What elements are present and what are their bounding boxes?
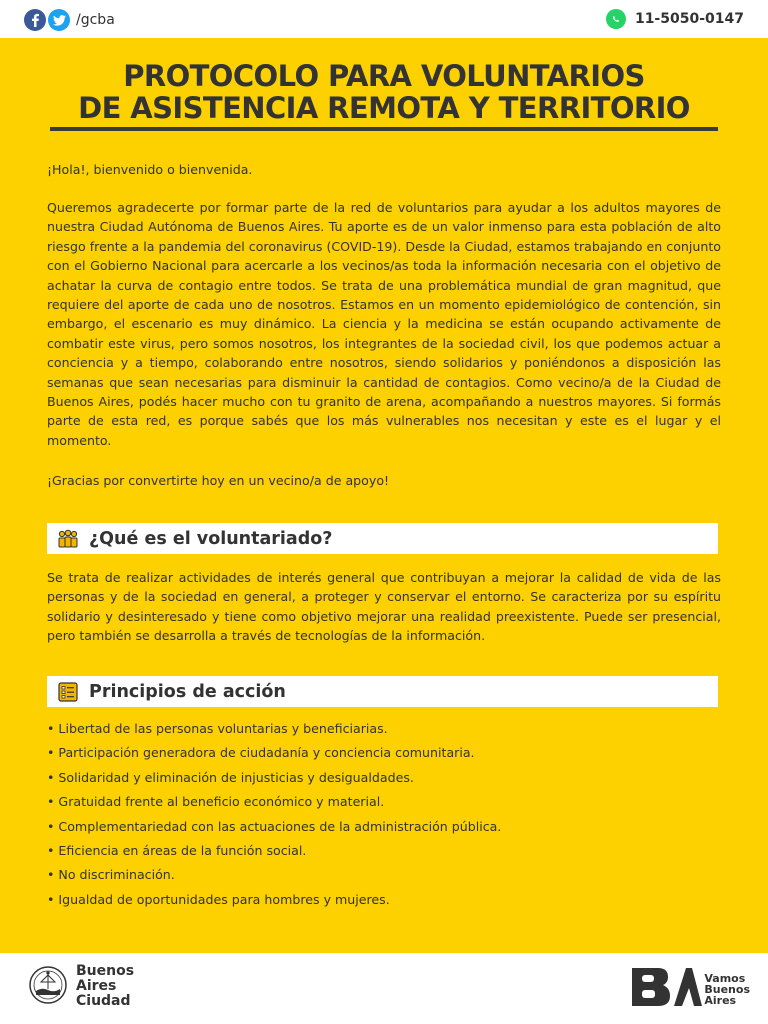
vamos-buenos-aires-logo [630,966,750,1012]
title-line-1: PROTOCOLO PARA VOLUNTARIOS [123,59,645,93]
title-line-2: DE ASISTENCIA REMOTA Y TERRITORIO [78,91,690,125]
principles-list [47,717,721,912]
list-item: • Complementariedad con las actuaciones de la administración pública. [47,818,502,834]
logo-line-buenos: Buenos [704,982,750,996]
list-item: • Solidaridad y eliminación de injusticias y desigualdades. [47,769,414,785]
ba-mark-icon [630,966,702,1012]
voluntariado-paragraph: Se trata de realizar actividades de interés general que contribuyan a mejorar la calidad de vida de las personas y de la sociedad en general, a proteger y conservar el entorno. Se caracteriza por su espíritu solidario y desinteresado y tiene como objetivo mejorar una realidad preexistente. Puede ser presencial, pero también se desarrolla a través de tecnologías de la información. [47,570,721,644]
phone-number[interactable]: 11-5050-0147 [634,11,744,27]
page-title [50,60,718,124]
title-underline [50,127,718,131]
twitter-icon[interactable] [48,9,70,31]
city-seal-icon [28,965,68,1009]
buenos-aires-ciudad-logo [28,964,134,1009]
logo-line-buenos: Buenos [76,963,135,979]
list-item: • Eficiencia en áreas de la función social. [47,843,307,859]
logo-line-aires: Aires [704,993,737,1007]
logo-line-vamos: Vamos [704,971,746,985]
logo-line-ciudad: Ciudad [76,993,131,1009]
section-title-principios: Principios de acción [89,681,286,702]
whatsapp-icon[interactable] [606,9,626,29]
thanks-text: ¡Gracias por convertirte hoy en un vecino/a de apoyo! [47,473,390,488]
list-item: • Igualdad de oportunidades para hombres y mujeres. [47,891,390,907]
facebook-icon[interactable] [24,9,46,31]
people-icon [57,529,79,549]
top-bar [0,0,768,38]
section-header-voluntariado [47,523,718,554]
vamos-logo-text [704,973,750,1006]
footer [0,953,768,1024]
section-title-voluntariado: ¿Qué es el voluntariado? [89,528,333,549]
list-item: • Participación generadora de ciudadanía y conciencia comunitaria. [47,745,475,761]
list-item: • No discriminación. [47,867,175,883]
checklist-icon [57,682,79,702]
greeting-text: ¡Hola!, bienvenido o bienvenida. [47,162,253,177]
list-item: • Libertad de las personas voluntarias y beneficiarias. [47,721,388,736]
logo-line-aires: Aires [76,978,117,994]
social-handle[interactable]: /gcba [76,12,115,28]
phone-contact [606,9,744,29]
section-header-principios [47,676,718,707]
intro-paragraph: Queremos agradecerte por formar parte de la red de voluntarios para ayudar a los adultos mayores de nuestra Ciudad Autónoma de Buenos Aires. Tu aporte es de un valor inmenso para esta población de alto riesgo frente a la pandemia del coronavirus (COVID-19). Desde la Ciudad, estamos trabajando en conjunto con el Gobierno Nacional para acercarle a los vecinos/as toda la información necesaria con el objetivo de achatar la curva de contagio entre todos. Se trata de una problemática mundial de gran magnitud, que requiere del aporte de cada uno de nosotros. Estamos en un momento epidemiológico de contención, sin embargo, el escenario es muy dinámico. La ciencia y la medicina se están ocupando activamente de combatir este virus, pero somos nosotros, los integrantes de la sociedad civil, los que podemos actuar a conciencia y a tiempo, colaborando entre nosotros, siendo solidarios y poniéndonos a disposición las semanas que sean necesarias para disminuir la cantidad de contagios. Como vecino/a de la Ciudad de Buenos Aires, podés hacer mucho con tu granito de arena, acompañando a nuestros mayores. Si formás parte de esta red, es porque sabés que los más vulnerables nos necesitan y este es el lugar y el momento. [47,200,721,448]
list-item: • Gratuidad frente al beneficio económico y material. [47,794,385,810]
main-content [0,38,768,953]
ciudad-logo-text [76,964,134,1009]
social-links [24,9,115,31]
